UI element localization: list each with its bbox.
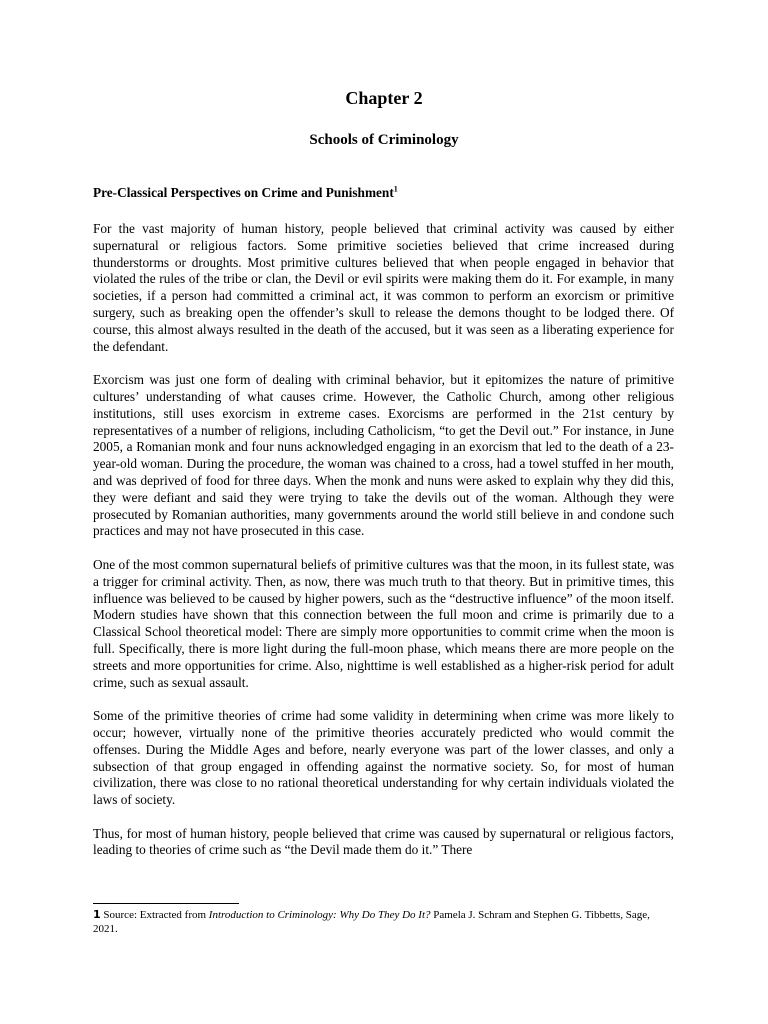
paragraph-1: For the vast majority of human history, people believed that criminal activity was caused by either supernatural or religious factors. Some primitive societies believed that crime increased during thunderstorms or droughts. Most primitive cultures believed that when people engaged in behavior that violated the rules of the tribe or clan, the Devil or evil spirits were making them do it. For example, in many societies, if a person had committed a criminal act, it was common to perform an exorcism or primitive surgery, such as breaking open the offender’s skull to release the demons thought to be lodged there. Of course, this almost always resulted in the death of the accused, but it was seen as a liberating experience for the defendant. — [93, 221, 674, 354]
footnote-reference[interactable]: 1 — [393, 184, 398, 194]
body-text — [93, 221, 674, 859]
paragraph-2: Exorcism was just one form of dealing with criminal behavior, but it epitomizes the nature of primitive cultures’ understanding of what causes crime. However, the Catholic Church, among other religious institutions, still uses exorcism in extreme cases. Exorcisms are performed in the 21st century by representatives of a number of religions, including Catholicism, “to get the Devil out.” For instance, in June 2005, a Romanian monk and four nuns acknowledged engaging in an exorcism that led to the death of a 23-year-old woman. During the procedure, the woman was chained to a cross, had a towel stuffed in her mouth, and was deprived of food for three days. When the monk and nuns were asked to explain why they did this, they were defiant and said they were trying to take the devils out of the woman. Although they were prosecuted by Romanian authorities, many governments around the world still believe in and condone such practices and may not have prosecuted in this case. — [93, 372, 674, 539]
section-heading — [93, 185, 683, 201]
footnote-book-title: Introduction to Criminology: Why Do They Do It? — [208, 909, 431, 921]
chapter-subtitle: Schools of Criminology — [309, 132, 459, 148]
paragraph-4: Some of the primitive theories of crime had some validity in determining when crime was more likely to occur; however, virtually none of the primitive theories accurately predicted who would commit the offenses. During the Middle Ages and before, nearly everyone was part of the lower classes, and only a subsection of that group engaged in offending against the normative society. So, for most of human civilization, there was close to no rational theoretical understanding for why certain individuals violated the laws of society. — [93, 708, 674, 808]
paragraph-3: One of the most common supernatural beliefs of primitive cultures was that the moon, in its fullest state, was a trigger for criminal activity. Then, as now, there was much truth to that theory. But in primitive times, this influence was believed to be caused by higher powers, such as the “destructive influence” of the moon itself. Modern studies have shown that this connection between the full moon and crime is primarily due to a Classical School theoretical model: There are simply more opportunities to commit crime when the moon is full. Specifically, there is more light during the full-moon phase, which means there are more people on the streets and more opportunities for crime. Also, nighttime is well established as a higher-risk period for adult crime, such as sexual assault. — [93, 556, 674, 690]
chapter-title: Chapter 2 — [345, 88, 423, 108]
footnote-prefix: Source: Extracted from — [100, 909, 209, 921]
footnote-divider — [93, 903, 239, 904]
footnote-number: 1 — [93, 908, 101, 921]
paragraph-5: Thus, for most of human history, people believed that crime was caused by supernatural or religious factors, leading to theories of crime such as “the Devil made them do it.” There — [93, 825, 674, 858]
footnote — [93, 908, 673, 936]
section-heading-text: Pre-Classical Perspectives on Crime and Punishment — [93, 185, 394, 200]
footnote-suffix: Pamela J. Schram and Stephen G. Tibbetts, Sage, 2021. — [93, 909, 650, 935]
